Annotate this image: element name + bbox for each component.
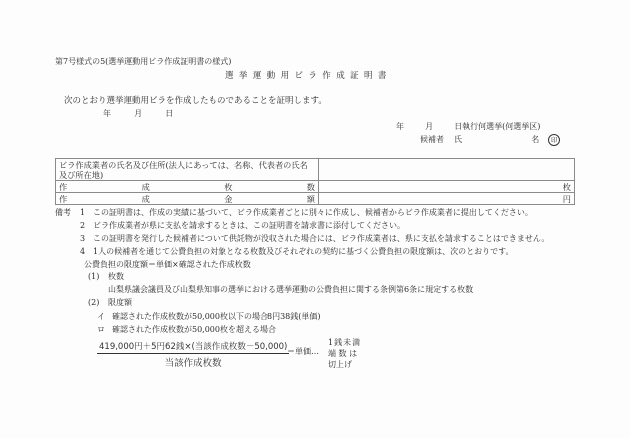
case-i-mark: イ: [97, 312, 105, 321]
note-2-number: 2: [80, 221, 86, 230]
vendor-label: ビラ作成業者の氏名及び住所(法人にあっては、名称、代表者の氏名及び所在地): [56, 159, 319, 181]
amount-label: 作 成 金 額: [59, 193, 315, 204]
subsection-2-number: (2): [88, 298, 100, 307]
formula-result: ＝単価…: [287, 347, 319, 356]
count-unit: 枚: [562, 181, 571, 192]
rounding-note-3: 切上げ: [328, 360, 352, 369]
election-line: [396, 122, 540, 132]
limit-formula: 公費負担の限度額＝単価×確認された作成枚数: [84, 260, 251, 269]
notes-heading: 備考: [55, 208, 71, 217]
election-name-label: 日執行何選挙(何選挙区): [454, 122, 541, 131]
month-label: 月: [134, 109, 143, 118]
rounding-note-2: 端 数 は: [328, 349, 358, 358]
case-ro-mark: ロ: [97, 325, 105, 334]
note-3-text: この証明書を発行した候補者について供託物が没収された場合には、ビラ作成業者は、県に支払を請求することはできません。: [93, 234, 550, 243]
subsection-2-title: 限度額: [108, 298, 132, 307]
count-value[interactable]: [319, 181, 575, 193]
note-3-number: 3: [80, 234, 86, 243]
count-label: 作 成 枚 数: [59, 181, 315, 192]
amount-value[interactable]: [319, 193, 575, 205]
formula-numerator: 419,000円＋5円62銭×(当該作成枚数－50,000): [99, 342, 288, 352]
table-row-amount: [56, 193, 575, 205]
note-1-text: この証明書は、作成の実績に基づいて、ビラ作成業者ごとに別々に作成し、候補者からビラ作成業者に提出してください。: [93, 208, 533, 217]
vendor-value[interactable]: [319, 159, 575, 181]
certificate-table: [55, 158, 575, 205]
table-row-vendor: [56, 159, 575, 181]
seal-icon: 印: [548, 134, 560, 146]
amount-unit: 円: [562, 193, 571, 204]
rounding-note-1: 1銭未満: [328, 338, 362, 347]
formula-denominator: 当該作成枚数: [164, 358, 222, 369]
case-i-text: 確認された作成枚数が50,000枚以下の場合: [112, 312, 268, 321]
unit-price-formula: [97, 340, 289, 369]
note-2-text: ビラ作成業者が県に支払を請求するときは、この証明書を請求書に添付してください。: [93, 221, 405, 230]
case-ro-text: 確認された作成枚数が50,000枚を超える場合: [112, 325, 276, 334]
year-label: 年: [103, 109, 111, 118]
candidate-line: [420, 134, 560, 146]
table-row-count: [56, 181, 575, 193]
statement: 次のとおり選挙運動用ビラを作成したものであることを証明します。: [64, 96, 327, 106]
note-4-text: 1人の候補者を通じて公費負担の対象となる枚数及びそれぞれの契約に基づく公費負担の限度額は、次のとおりです。: [93, 247, 514, 256]
subsection-1-number: (1): [88, 272, 100, 281]
shi-label: 氏: [454, 135, 463, 144]
day-label: 日: [165, 109, 174, 118]
subsection-1-text: 山梨県議会議員及び山梨県知事の選挙における選挙運動の公費負担に関する条例第6条に規定する枚数: [108, 285, 474, 294]
candidate-label: 候補者: [420, 135, 444, 144]
note-1-number: 1: [80, 208, 86, 217]
election-year-label: 年: [396, 122, 404, 131]
form-label: 第7号様式の5(選挙運動用ビラ作成証明書の様式): [55, 57, 232, 66]
date-line: [103, 109, 173, 119]
note-4-number: 4: [80, 247, 86, 256]
document-title: 選挙運動用ビラ作成証明書: [225, 71, 392, 81]
mei-label: 名: [531, 135, 540, 144]
election-month-label: 月: [425, 122, 434, 131]
subsection-1-title: 枚数: [108, 272, 124, 281]
case-i-value: 8円38銭(単価): [267, 312, 321, 321]
